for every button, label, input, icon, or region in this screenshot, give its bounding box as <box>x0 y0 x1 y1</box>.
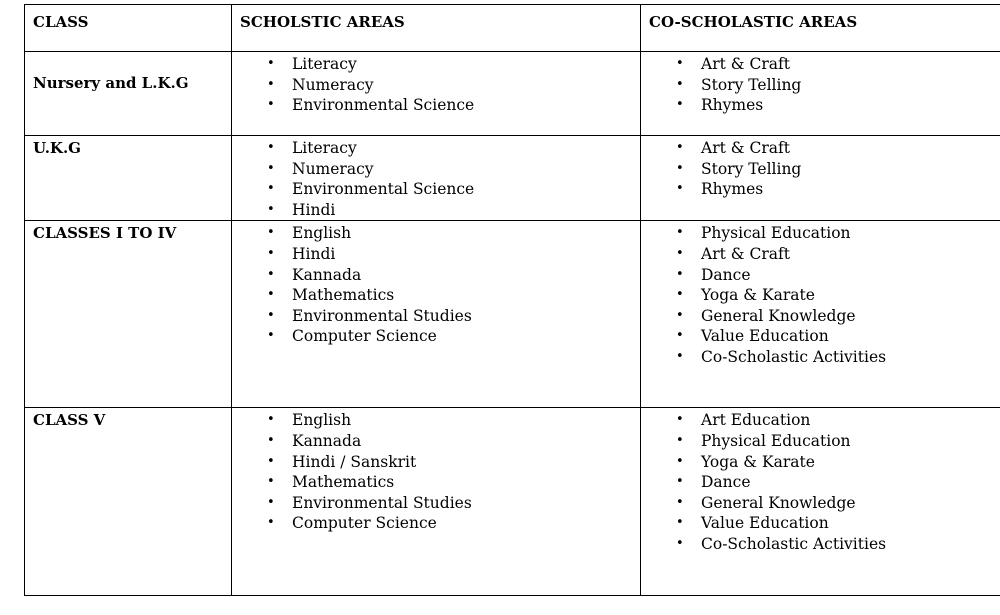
header-co-scholastic: CO-SCHOLASTIC AREAS <box>641 5 1000 52</box>
scholastic-list <box>232 52 640 116</box>
list-item: • Hindi <box>292 200 640 221</box>
list-item: • Co-Scholastic Activities <box>701 534 1000 555</box>
co-scholastic-list <box>641 136 1000 200</box>
table-row <box>25 52 1000 136</box>
list-item: • Co-Scholastic Activities <box>701 347 1000 368</box>
list-item: • Art & Craft <box>701 54 1000 75</box>
class-name: Nursery and L.K.G <box>25 52 232 136</box>
list-item: • Numeracy <box>292 159 640 180</box>
scholastic-cell <box>232 408 641 596</box>
list-item: • English <box>292 410 640 431</box>
list-item: • English <box>292 223 640 244</box>
list-item: • Value Education <box>701 513 1000 534</box>
class-name: U.K.G <box>25 136 232 221</box>
list-item: • General Knowledge <box>701 306 1000 327</box>
curriculum-table <box>24 4 1000 596</box>
list-item: • Literacy <box>292 138 640 159</box>
scholastic-list <box>232 221 640 347</box>
list-item: • Value Education <box>701 326 1000 347</box>
list-item: • Physical Education <box>701 431 1000 452</box>
list-item: • Art & Craft <box>701 138 1000 159</box>
list-item: • Computer Science <box>292 513 640 534</box>
list-item: • General Knowledge <box>701 493 1000 514</box>
list-item: • Art Education <box>701 410 1000 431</box>
list-item: • Rhymes <box>701 95 1000 116</box>
list-item: • Story Telling <box>701 159 1000 180</box>
co-scholastic-cell <box>641 221 1000 408</box>
list-item: • Yoga & Karate <box>701 285 1000 306</box>
list-item: • Hindi <box>292 244 640 265</box>
table-row <box>25 408 1000 596</box>
list-item: • Literacy <box>292 54 640 75</box>
header-scholastic: SCHOLSTIC AREAS <box>232 5 641 52</box>
list-item: • Yoga & Karate <box>701 452 1000 473</box>
class-name: CLASSES I TO IV <box>25 221 232 408</box>
table-row <box>25 136 1000 221</box>
co-scholastic-list <box>641 408 1000 554</box>
list-item: • Environmental Studies <box>292 306 640 327</box>
list-item: • Story Telling <box>701 75 1000 96</box>
list-item: • Physical Education <box>701 223 1000 244</box>
list-item: • Numeracy <box>292 75 640 96</box>
list-item: • Environmental Studies <box>292 493 640 514</box>
co-scholastic-cell <box>641 136 1000 221</box>
co-scholastic-cell <box>641 408 1000 596</box>
scholastic-cell <box>232 136 641 221</box>
list-item: • Rhymes <box>701 179 1000 200</box>
list-item: • Environmental Science <box>292 179 640 200</box>
header-class: CLASS <box>25 5 232 52</box>
scholastic-cell <box>232 52 641 136</box>
scholastic-list <box>232 408 640 534</box>
list-item: • Kannada <box>292 431 640 452</box>
co-scholastic-cell <box>641 52 1000 136</box>
list-item: • Dance <box>701 265 1000 286</box>
list-item: • Kannada <box>292 265 640 286</box>
list-item: • Hindi / Sanskrit <box>292 452 640 473</box>
list-item: • Environmental Science <box>292 95 640 116</box>
co-scholastic-list <box>641 52 1000 116</box>
table-row <box>25 221 1000 408</box>
list-item: • Computer Science <box>292 326 640 347</box>
class-name: CLASS V <box>25 408 232 596</box>
list-item: • Mathematics <box>292 472 640 493</box>
list-item: • Art & Craft <box>701 244 1000 265</box>
list-item: • Dance <box>701 472 1000 493</box>
header-row <box>25 5 1000 52</box>
list-item: • Mathematics <box>292 285 640 306</box>
scholastic-list <box>232 136 640 220</box>
scholastic-cell <box>232 221 641 408</box>
co-scholastic-list <box>641 221 1000 367</box>
